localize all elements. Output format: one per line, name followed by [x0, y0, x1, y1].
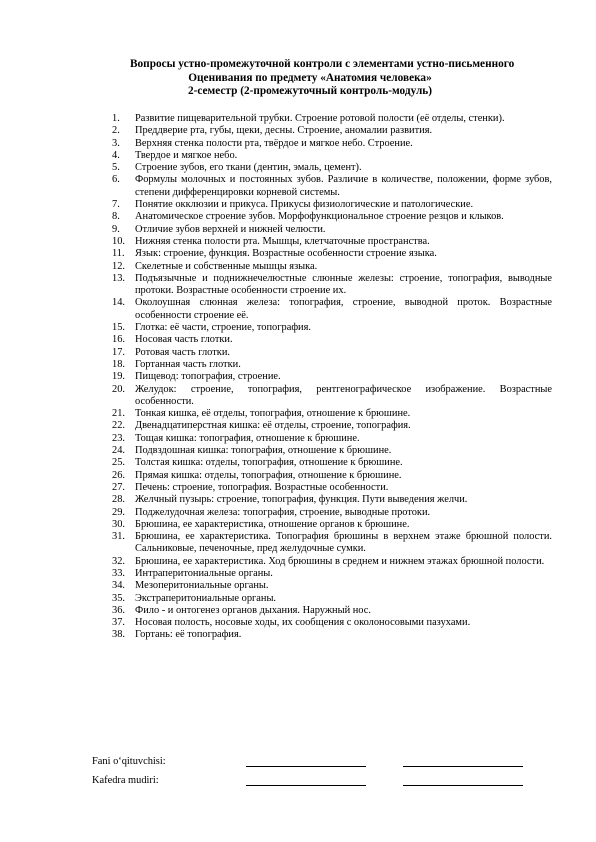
question-text: Развитие пищеварительной трубки. Строение ротовой полости (её отделы, стенки).: [135, 113, 505, 124]
list-item: [112, 334, 552, 346]
question-text: Брюшина, ее характеристика, отношение органов к брюшине.: [135, 518, 410, 530]
list-item: [112, 568, 552, 580]
question-text: Мезоперитониальные органы.: [135, 580, 269, 592]
question-number: 7.: [112, 199, 120, 211]
question-text: Подъязычные и поднижнечелюстные слюнные железы: строение, топография, выводные протоки. Возрастные особенности строение их.: [135, 272, 552, 297]
list-item: [112, 248, 552, 260]
question-number: 1.: [112, 113, 120, 124]
list-item: [112, 556, 552, 568]
list-item: [112, 199, 552, 211]
question-number: 35.: [112, 592, 125, 604]
question-number: 8.: [112, 211, 120, 223]
question-text: Преддверие рта, губы, щеки, десны. Строение, аномалии развития.: [135, 125, 433, 137]
question-number: 38.: [112, 629, 125, 641]
question-number: 9.: [112, 223, 120, 235]
list-item: [112, 297, 552, 322]
signature-row-head: [92, 775, 532, 789]
question-text: Анатомическое строение зубов. Морфофункциональное строение резцов и клыков.: [135, 211, 504, 223]
list-item: [112, 629, 552, 641]
list-item: [112, 593, 552, 605]
question-number: 33.: [112, 567, 125, 579]
question-number: 6.: [112, 174, 120, 186]
question-text: Печень: строение, топография. Возрастные особенности.: [135, 481, 389, 493]
list-item: [112, 605, 552, 617]
question-text: Подвздошная кишка: топография, отношение к брюшине.: [135, 445, 392, 457]
question-text: Брюшина, ее характеристика. Ход брюшины в среднем и нижнем этажах брюшной полости.: [135, 555, 545, 567]
list-item: [112, 482, 552, 494]
question-number: 23.: [112, 432, 125, 444]
question-text: Поджелудочная железа: топография, строение, выводные протоки.: [135, 506, 431, 518]
question-number: 34.: [112, 580, 125, 592]
question-number: 28.: [112, 494, 125, 506]
question-text: Носовая часть глотки.: [135, 334, 233, 346]
list-item: [112, 150, 552, 162]
question-text: Скелетные и собственные мышцы языка.: [135, 260, 318, 272]
question-text: Глотка: её части, строение, топография.: [135, 322, 311, 334]
question-text: Интраперитониальные органы.: [135, 567, 273, 579]
question-text: Пищевод: топография, строение.: [135, 371, 281, 383]
question-text: Формулы молочных и постоянных зубов. Различие в количестве, положении, форме зубов, степени дифференцировки корневой системы.: [135, 174, 552, 198]
list-item: [112, 113, 552, 125]
question-text: Желудок: строение, топография, рентгенографическое изображение. Возрастные особенности.: [135, 383, 552, 407]
question-text: Желчный пузырь: строение, топография, функция. Пути выведения желчи.: [135, 494, 468, 506]
question-number: 21.: [112, 408, 125, 420]
question-text: Строение зубов, его ткани (дентин, эмаль, цемент).: [135, 162, 362, 174]
question-number: 15.: [112, 322, 125, 334]
question-number: 10.: [112, 235, 125, 247]
question-number: 22.: [112, 420, 125, 432]
question-text: Тонкая кишка, её отделы, топография, отношение к брюшине.: [135, 408, 411, 420]
question-number: 19.: [112, 371, 125, 383]
question-number: 2.: [112, 125, 120, 137]
question-number: 36.: [112, 604, 125, 616]
question-number: 5.: [112, 162, 120, 174]
list-item: [112, 420, 552, 432]
question-text: Толстая кишка: отделы, топография, отношение к брюшине.: [135, 457, 403, 469]
question-number: 11.: [112, 248, 125, 260]
question-number: 25.: [112, 457, 125, 469]
question-number: 18.: [112, 358, 125, 370]
signature-line: [246, 785, 366, 786]
list-item: [112, 236, 552, 248]
question-text: Верхняя стенка полости рта, твёрдое и мягкое небо. Строение.: [135, 137, 413, 149]
question-number: 31.: [112, 531, 125, 543]
signature-label: Kafedra mudiri:: [92, 775, 159, 786]
question-number: 29.: [112, 506, 125, 518]
list-item: [112, 408, 552, 420]
question-text: Гортанная часть глотки.: [135, 358, 241, 370]
list-item: [112, 125, 552, 137]
signature-line: [403, 785, 523, 786]
list-item: [112, 494, 552, 506]
signature-line: [403, 766, 523, 767]
signature-row-teacher: [92, 756, 532, 770]
list-item: [112, 347, 552, 359]
signature-line: [246, 766, 366, 767]
list-item: [112, 273, 552, 298]
question-number: 20.: [112, 383, 125, 395]
list-item: [112, 433, 552, 445]
question-text: Прямая кишка: отделы, топография, отношение к брюшине.: [135, 469, 402, 481]
header-line-2: Оценивания по предмету «Анатомия человека»: [188, 71, 432, 84]
question-number: 16.: [112, 334, 125, 346]
document-header: [130, 58, 515, 99]
list-item: [112, 617, 552, 629]
question-number: 12.: [112, 260, 125, 272]
list-item: [112, 224, 552, 236]
question-number: 24.: [112, 445, 125, 457]
header-line-3: 2-семестр (2-промежуточный контроль-модуль): [187, 85, 433, 97]
question-text: Околоушная слюнная железа: топография, строение, выводной проток. Возрастные особенности строение её.: [135, 297, 552, 321]
list-item: [112, 445, 552, 457]
question-number: 14.: [112, 297, 125, 309]
question-text: Носовая полость, носовые ходы, их сообщения с околоносовыми пазухами.: [135, 617, 471, 629]
question-number: 37.: [112, 617, 125, 629]
list-item: [112, 174, 552, 199]
list-item: [112, 519, 552, 531]
question-text: Нижняя стенка полости рта. Мышцы, клетчаточные пространства.: [135, 235, 430, 247]
question-text: Фило - и онтогенез органов дыхания. Наружный нос.: [135, 604, 371, 616]
question-text: Ротовая часть глотки.: [135, 346, 230, 358]
question-text: Двенадцатиперстная кишка: её отделы, строение, топография.: [135, 420, 411, 432]
question-text: Понятие окклюзии и прикуса. Прикусы физиологические и патологические.: [135, 199, 474, 211]
list-item: [112, 162, 552, 174]
question-number: 4.: [112, 149, 120, 161]
question-number: 26.: [112, 469, 125, 481]
question-number: 13.: [112, 272, 125, 284]
question-list: [112, 113, 552, 642]
question-text: Тощая кишка: топография, отношение к брюшине.: [135, 432, 360, 444]
list-item: [112, 580, 552, 592]
list-item: [112, 371, 552, 383]
question-text: Язык: строение, функция. Возрастные особенности строение языка.: [135, 248, 437, 260]
list-item: [112, 507, 552, 519]
list-item: [112, 531, 552, 556]
header-line-1: Вопросы устно-промежуточной контроли с элементами устно-письменного: [130, 58, 515, 70]
question-text: Брюшина, ее характеристика. Топография брюшины в верхнем этаже брюшной полости. Сальниковые, печеночные, пред желудочные сумки.: [135, 531, 552, 555]
list-item: [112, 470, 552, 482]
list-item: [112, 261, 552, 273]
question-text: Отличие зубов верхней и нижней челюсти.: [135, 223, 326, 235]
list-item: [112, 384, 552, 409]
question-number: 30.: [112, 518, 125, 530]
list-item: [112, 322, 552, 334]
signature-label: Fani o‘qituvchisi:: [92, 756, 166, 767]
question-text: Твердое и мягкое небо.: [135, 149, 238, 161]
list-item: [112, 359, 552, 371]
question-number: 27.: [112, 481, 125, 493]
question-text: Экстраперитониальные органы.: [135, 592, 277, 604]
question-text: Гортань: её топография.: [135, 629, 242, 641]
question-number: 17.: [112, 346, 125, 358]
question-number: 3.: [112, 137, 120, 149]
list-item: [112, 138, 552, 150]
question-number: 32.: [112, 555, 125, 567]
list-item: [112, 457, 552, 469]
list-item: [112, 211, 552, 223]
